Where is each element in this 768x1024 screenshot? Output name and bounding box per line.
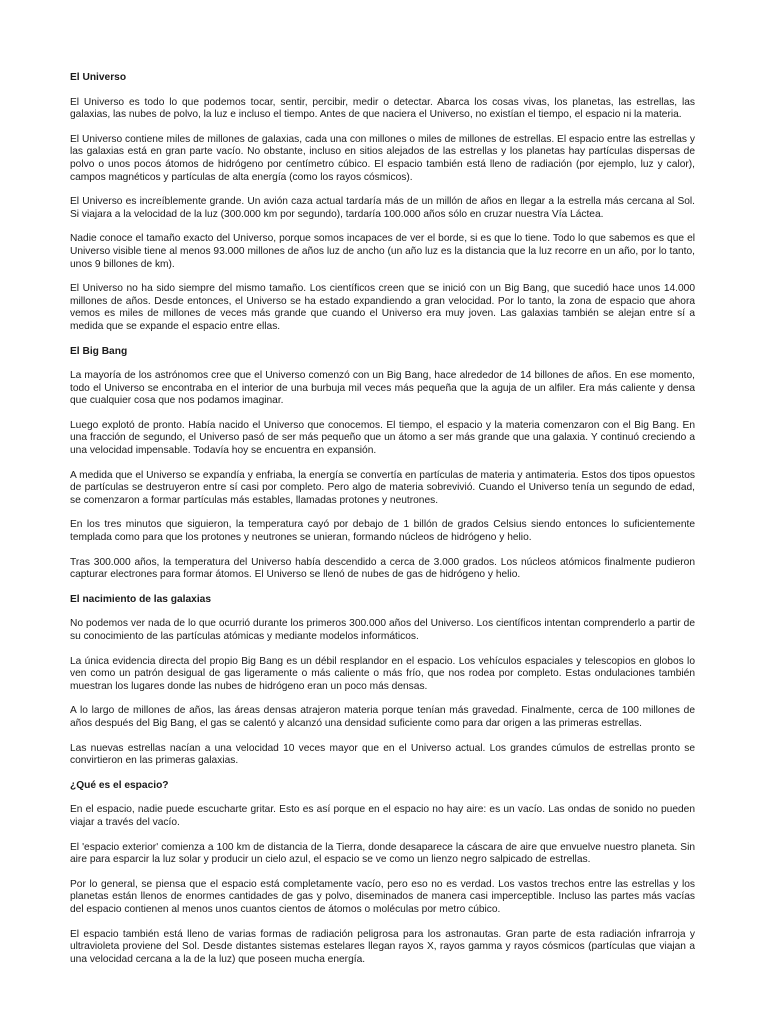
paragraph: La única evidencia directa del propio Big Bang es un débil resplandor en el espacio. Los vehículos espaciales y telescopios en globos lo ven como un patrón desigual de gas ligeramente o más caliente o más frío, que nos rodea por completo. Estas ondulaciones también muestran los lugares donde las nubes de hidrógeno eran un poco más densas. [70, 655, 695, 692]
paragraph: Nadie conoce el tamaño exacto del Universo, porque somos incapaces de ver el borde, si es que lo tiene. Todo lo que sabemos es que el Universo visible tiene al menos 93.000 millones de años luz de ancho (un año luz es la distancia que la luz recorre en un año, por lo tanto, unos 9 billones de km). [70, 233, 695, 270]
paragraph: En el espacio, nadie puede escucharte gritar. Esto es así porque en el espacio no hay aire: es un vacío. Las ondas de sonido no pueden viajar a través del vacío. [70, 804, 695, 828]
paragraph: A medida que el Universo se expandía y enfriaba, la energía se convertía en partículas de materia y antimateria. Estos dos tipos opuestos de partículas se destruyeron entre sí casi por completo. Pero algo de materia sobrevivió. Cuando el Universo tenía un segundo de edad, se comenzaron a formar partículas más estables, llamadas protones y neutrones. [70, 469, 695, 506]
section-heading: El Big Bang [70, 345, 128, 357]
section-heading: El Universo [70, 72, 127, 83]
section-el-universo [70, 72, 695, 334]
section-heading: El nacimiento de las galaxias [70, 593, 211, 605]
paragraph: El espacio también está lleno de varias formas de radiación peligrosa para los astronautas. Gran parte de esta radiación infrarroja y ultravioleta proviene del Sol. Desde distantes sistemas estelares llegan rayos X, rayos gamma y rayos cósmicos (partículas que viajan a una velocidad cercana a la de la luz) que poseen mucha energía. [70, 928, 695, 965]
paragraph: Las nuevas estrellas nacían a una velocidad 10 veces mayor que en el Universo actual. Los grandes cúmulos de estrellas pronto se convirtieron en las primeras galaxias. [70, 742, 695, 767]
paragraph: Por lo general, se piensa que el espacio está completamente vacío, pero eso no es verdad. Los vastos trechos entre las estrellas y los planetas están llenos de enormes cantidades de gas y polvo, diseminados de manera casi imperceptible. Incluso las partes más vacías del espacio contienen al menos unos cuantos cientos de átomos o moléculas por metro cúbico. [70, 878, 695, 915]
paragraph: El 'espacio exterior' comienza a 100 km de distancia de la Tierra, donde desaparece la cáscara de aire que envuelve nuestro planeta. Sin aire para esparcir la luz solar y producir un cielo azul, el espacio se ve como un lienzo negro salpicado de estrellas. [70, 841, 695, 866]
paragraph: No podemos ver nada de lo que ocurrió durante los primeros 300.000 años del Universo. Los científicos intentan comprenderlo a partir de su conocimiento de las partículas atómicas y mediante modelos informáticos. [70, 618, 695, 642]
section-heading: ¿Qué es el espacio? [70, 779, 169, 791]
paragraph: El Universo contiene miles de millones de galaxias, cada una con millones o miles de millones de estrellas. El espacio entre las estrellas y las galaxias está en gran parte vacío. No obstante, incluso en sitios alejados de las estrellas y los planetas hay partículas dispersas de polvo o unos pocos átomos de hidrógeno por centímetro cúbico. El espacio también está lleno de radiación (por ejemplo, luz y calor), campos magnéticos y partículas de alta energía (como los rayos cósmicos). [70, 133, 695, 183]
paragraph: A lo largo de millones de años, las áreas densas atrajeron materia porque tenían más gravedad. Finalmente, cerca de 100 millones de años después del Big Bang, el gas se calentó y alcanzó una densidad suficiente como para dar origen a las primeras estrellas. [70, 705, 695, 729]
paragraph: Tras 300.000 años, la temperatura del Universo había descendido a cerca de 3.000 grados. Los núcleos atómicos finalmente pudieron capturar electrones para formar átomos. El Universo se llenó de nubes de gas de hidrógeno y helio. [70, 556, 695, 581]
paragraph: Luego explotó de pronto. Había nacido el Universo que conocemos. El tiempo, el espacio y la materia comenzaron con el Big Bang. En una fracción de segundo, el Universo pasó de ser más pequeño que un átomo a ser más grande que una galaxia. Y continuó creciendo a una velocidad impensable. Todavía hoy se encuentra en expansión. [70, 419, 695, 457]
section-el-big-bang [70, 346, 695, 582]
paragraph: El Universo es todo lo que podemos tocar, sentir, percibir, medir o detectar. Abarca los cosas vivas, los planetas, las estrellas, las galaxias, las nubes de polvo, la luz e incluso el tiempo. Antes de que naciera el Universo, no existían el tiempo, el espacio ni la materia. [70, 96, 695, 121]
paragraph: En los tres minutos que siguieron, la temperatura cayó por debajo de 1 billón de grados Celsius siendo entonces lo suficientemente templada como para que los protones y neutrones se unieran, formando núcleos de hidrógeno y helio. [70, 519, 695, 544]
document-page [70, 72, 695, 978]
section-que-es-el-espacio [70, 780, 695, 967]
paragraph: El Universo es increíblemente grande. Un avión caza actual tardaría más de un millón de años en llegar a la estrella más cercana al Sol. Si viajara a la velocidad de la luz (300.000 km por segundo), tardaría 100.000 años sólo en cruzar nuestra Vía Láctea. [70, 196, 695, 220]
paragraph: La mayoría de los astrónomos cree que el Universo comenzó con un Big Bang, hace alrededor de 14 billones de años. En ese momento, todo el Universo se encontraba en el interior de una burbuja mil veces más pequeña que la aguja de un alfiler. Era más caliente y densa que cualquier cosa que nos podamos imaginar. [70, 370, 695, 407]
section-nacimiento-galaxias [70, 594, 695, 768]
paragraph: El Universo no ha sido siempre del mismo tamaño. Los científicos creen que se inició con un Big Bang, que sucedió hace unos 14.000 millones de años. Desde entonces, el Universo se ha estado expandiendo a gran velocidad. Por lo tanto, la zona de espacio que ahora vemos es miles de millones de veces más grande que cuando el Universo era muy joven. Las galaxias también se alejan entre sí a medida que se expande el espacio entre ellas. [70, 283, 695, 332]
